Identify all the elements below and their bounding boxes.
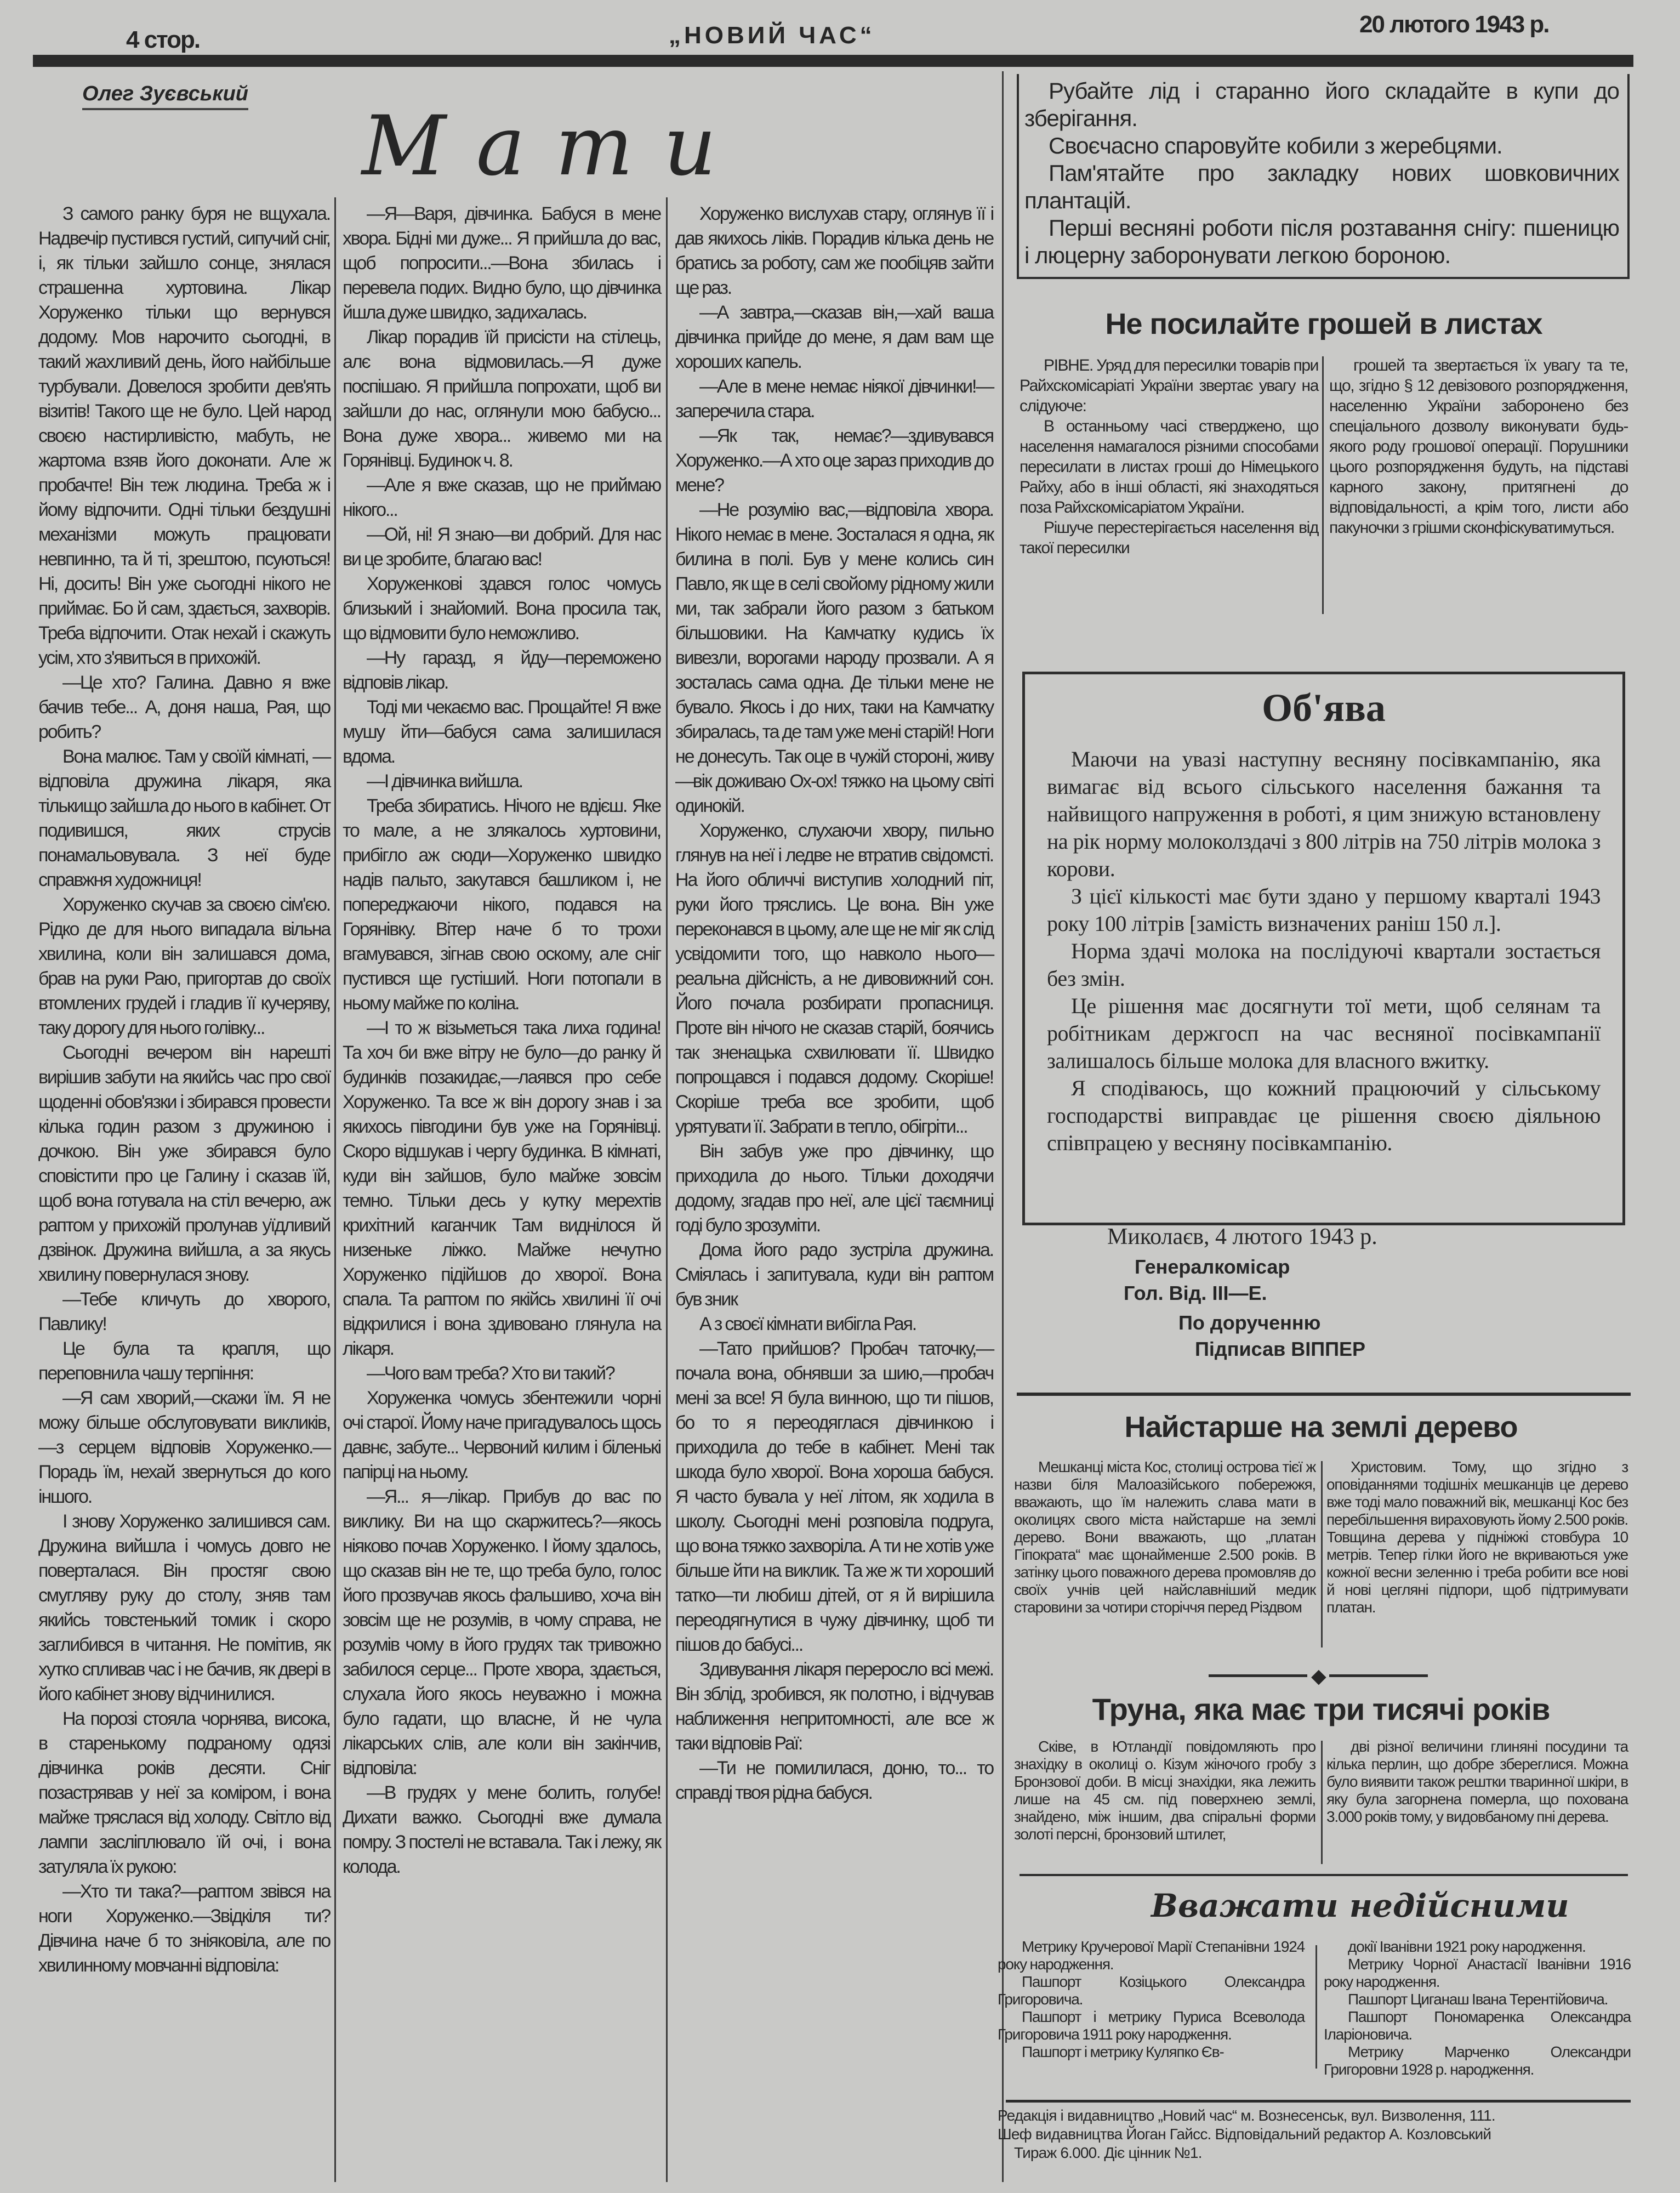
paragraph: Сківе, в Ютландії повідомляють про знахідку в околиці о. Кізум жіночого гробу з Бронзової доби. В місці знахідки, яка лежить лише на 45 см. під поверхнею землі, знайдено, між іншим, два спіральні форми золоті персні, бронзовий штилет,	[1014, 1738, 1315, 1843]
paragraph: —І то ж візьметься така лиха година! Та хоч би вже вітру не було—до ранку й будинків позакидає,—лаявся про себе Хоруженко. Та все ж він дорогу знав і за якихось півгодини був уже на Горянівці. Скоро відшукав і чергу будинка. В кімнаті, куди він зайшов, було майже зовсім темно. Тільки десь у кутку мерехтів крихітний каганчик Там виднілося й низеньке ліжко. Майже нечутно Хоруженко підійшов до хворої. Вона спала. Та раптом по якійсь хвилині її очі відкрилися і вона здивовано глянула на лікаря.	[343, 1018, 660, 1359]
coffin-column-1	[1014, 1738, 1315, 1843]
paragraph: —В грудях у мене болить, голубе! Дихати важко. Сьогодні вже думала помру. З постелі не вставала. Так і лежу, як колода.	[343, 1782, 660, 1877]
story-title: Мати	[362, 99, 747, 194]
notice-signature-dept: Гол. Від. III—Е.	[1124, 1282, 1267, 1304]
paragraph: А з своєї кімнати вибігла Рая.	[699, 1314, 916, 1334]
paragraph: Норма здачі молока на послідуючі квартали зостається без змін.	[1047, 939, 1601, 991]
paragraph: Дома його радо зустріла дружина. Сміялась і запитувала, куди він раптом був зник	[675, 1240, 993, 1310]
notice-body	[1047, 746, 1601, 1157]
paragraph: Маючи на увазі наступну весняну посівкампанію, яка вимагає від всього сільського населення бажання та найвищого напруження в роботі, я цим знижую встановлену на рік норму молоколздачі з 800 літрів на 750 літрів молока з корови.	[1047, 747, 1601, 881]
coffin-column-2	[1326, 1738, 1628, 1826]
paragraph: Перші весняні роботи після розтавання снігу: пшеницю і люцерну заборонувати легкою бороною.	[1024, 215, 1619, 268]
story-author: Олег Зуєвський	[82, 82, 248, 110]
column-divider	[1321, 1741, 1323, 1864]
paragraph: РІВНЕ. Уряд для пересилки товарів при Райхскомісаріаті України звертає увагу на слідуюче:	[1020, 356, 1318, 415]
paragraph: —Хто ти така?—раптом звівся на ноги Хоруженко.—Звідкіля ти? Дівчина наче б то зніяковіла, але по хвилинному мовчанні відповіла:	[38, 1881, 330, 1976]
paragraph: —Ой, ні! Я знаю—ви добрий. Для нас ви це зробите, благаю вас!	[343, 524, 660, 570]
notice-signature-behalf: По дорученню	[1178, 1311, 1321, 1334]
paragraph: Метрику Марченко Олександри Григоровни 1928 р. народження.	[1324, 2043, 1631, 2078]
notice-signature-title: Генералкомісар	[1135, 1255, 1290, 1278]
column-divider	[1002, 71, 1004, 2182]
slogans-list	[1024, 77, 1619, 269]
paragraph: Хоруженко вислухав стару, оглянув її і дав якихось ліків. Порадив кілька день не братись за роботу, сам же пообіцяв зайти ще раз.	[675, 203, 993, 298]
paragraph: —А завтра,—сказав він,—хай ваша дівчинка прийде до мене, я дам вам ще хороших капель.	[675, 302, 993, 372]
paragraph: Я сподіваюсь, що кожний працюючий у сільському господарстві виправдає це рішення своєю діяльною співпрацею у весняну посівкампанію.	[1047, 1076, 1601, 1155]
column-divider	[1322, 356, 1324, 614]
paragraph: —Я сам хворий,—скажи їм. Я не можу більше обслуговувати викликів,—з серцем відповів Хоруженко.—Порадь їм, нехай звернуться до кого іншого.	[38, 1388, 330, 1507]
paragraph: Пашпорт і метрику Куляпко Єв-	[1022, 2043, 1224, 2060]
masthead-rule	[33, 55, 1633, 67]
paragraph: —Тато прийшов? Пробач таточку,—почала вона, обнявши за шию,—пробач мені за все! Я була винною, що ти пішов, бо то я переодяглася дівчинкою і приходила до тебе в кабінет. Мені так шкода було хворої. Вона хороша бабуся. Я часто бувала у неї літом, як ходила в школу. Сьогодні мені розповіла подруга, що вона тяжко захворіла. А ти не хотів уже більше йти на виклик. Та же ж ти хороший татко—ти любиш дітей, от я й вирішила переодягнутися в чужу дівчинку, щоб ти пішов до бабусі...	[675, 1338, 993, 1655]
column-divider	[1321, 1461, 1323, 1647]
paragraph: Мешканці міста Кос, столиці острова тієї ж назви біля Малоазійського побережжя, вважають, що їм належить слава мати в околицях свого міста найстарше на землі дерево. Вони вважають, що „платан Гіпократа“ має щонайменше 2.500 років. В затінку цього поважного дерева промовляв до своїх учнів цей найславніший медик старовини за чотири сторіччя перед Різдвом	[1014, 1458, 1315, 1616]
section-rule	[1017, 1393, 1631, 1396]
imprint-line-3: Тираж 6.000. Діє цінник №1.	[1014, 2144, 1202, 2161]
notice-box	[1022, 672, 1625, 1225]
paragraph: Христовим. Тому, що згідно з оповіданнями тодішніх мешканців це дерево вже тоді мало поважний вік, мешканці Кос без перебільшення вираховують йому 2.500 років. Товщина дерева у підніжжі стовбура 10 метрів. Тепер гілки його не вкриваються уже кожної весни зеленню і треба робити все нові й нові цегляні підпори, щоб підтримувати платан.	[1326, 1458, 1628, 1616]
notice-title: Об'ява	[1262, 686, 1386, 730]
paragraph: В останньому часі стверджено, що населення намагалося різними способами пересилати в листах гроші до Німецького Райху, або в інші області, які знаходяться поза Райхскомісаріатом України.	[1020, 417, 1318, 516]
money-heading: Не посилайте грошей в листах	[1105, 308, 1542, 340]
invalid-column-2	[1324, 1938, 1631, 2078]
tree-column-1	[1014, 1458, 1315, 1616]
paragraph: Рубайте лід і старанно його складайте в купи до зберігання.	[1024, 78, 1619, 131]
imprint-rule	[1006, 2100, 1631, 2103]
paragraph: дві різної величини глиняні посудини та кілька перлин, що добре збереглися. Можна було виявити також рештки тваринної шкіри, в яку була загорнена померла, що похована 3.000 років тому, у видовбаному пні дерева.	[1326, 1738, 1628, 1825]
diamond-ornament-icon: ◆	[1311, 1664, 1326, 1687]
invalid-column-1	[998, 1938, 1305, 2061]
notice-signature-name: Підписав ВІППЕР	[1195, 1338, 1365, 1360]
paragraph: Пашпорт Козіцького Олександра Григоровича.	[998, 1973, 1305, 2008]
paragraph: З самого ранку буря не вщухала. Надвечір пустився густий, сипучий сніг, і, як тільки зайшло сонце, знялася страшенна хуртовина. Лікар Хоруженко тільки що вернувся додому. Мов нарочито сьогодні, в такий жахливий день, його найбільше турбували. Довелося зробити дев'ять візитів! Такого ще не було. Цей народ своєю настирливістю, мабуть, не жартома взяв його доконати. Але ж пробачте! Він теж людина. Треба ж і йому відпочити. Одні тільки бездушні механізми можуть працювати невпинно, та й ті, зрештою, псуються! Ні, досить! Він уже сьогодні нікого не приймає. Бо й сам, здається, захворів. Треба відпочити. Отак нехай і скажуть усім, хто з'явиться в прихожій.	[38, 203, 330, 668]
paragraph: —Тебе кличуть до хворого, Павлику!	[38, 1289, 330, 1334]
money-column-1	[1020, 355, 1318, 558]
paragraph: —Я... я—лікар. Прибув до вас по виклику. Ви на що скаржитесь?—якось ніяково почав Хоруженко. І йому здалось, що сказав він не те, що треба було, голос його прозвучав якось фальшиво, хоча він зовсім ще не розумів, в чому справа, не розумів чому в його грудях так тривожно забилося серце... Проте хвора, здається, слухала його якось неуважно і можна було гадати, що власне, й не чула лікарських слів, але коли він закінчив, відповіла:	[343, 1486, 660, 1779]
column-divider	[1315, 1945, 1317, 2069]
paragraph: Вона малює. Там у своїй кімнаті, —відповіла дружина лікаря, яка тількищо зайшла до нього в кабінет. От подивишся, яких струсів понамальовувала. З неї буде справжня художниця!	[38, 746, 330, 890]
paragraph: —Ну гаразд, я йду—переможено відповів лікар.	[343, 647, 660, 693]
issue-date: 20 лютого 1943 р.	[1359, 11, 1549, 38]
paragraph: грошей та звертається їх увагу та те, що, згідно § 12 девізового розпорядження, населенню України заборонено без спеціального дозволу виконувати будь-якого роду грошової операції. Порушники цього розпорядження будуть, на підставі карного закону, притягнені до відповідальності, а крім того, листи або пакуночки з грішми сконфіскуватимуться.	[1329, 356, 1628, 537]
tree-heading: Найстарше на землі дерево	[1124, 1411, 1518, 1444]
column-divider	[666, 197, 668, 2182]
paragraph: І знову Хоруженко залишився сам. Дружина вийшла і чомусь довго не поверталася. Він простяг свою смугляву руку до столу, зняв там якийсь товстенький томик і скоро заглибився в читання. Не помітив, як хутко спливав час і не бачив, як двері в його кабінет знову відчинилися.	[38, 1511, 330, 1705]
paragraph: —Як так, немає?—здивувався Хоруженко.—А хто оце зараз приходив до мене?	[675, 425, 993, 496]
invalid-heading: Вважати недійсними	[1151, 1887, 1569, 1924]
paragraph: Тоді ми чекаємо вас. Прощайте! Я вже мушу йти—бабуся сама залишилася вдома.	[343, 697, 660, 767]
imprint-line-1: Редакція і видавництво „Новий час“ м. Вознесенськ, вул. Визволення, 111.	[998, 2107, 1495, 2124]
paragraph: —Чого вам треба? Хто ви такий?	[367, 1363, 614, 1384]
paragraph: Треба збиратись. Нічого не вдієш. Яке то мале, а не злякалось хуртовини, прибігло аж сюди—Хоруженко швидко надів пальто, закутався башликом і, не попереджаючи нікого, подався на Горянівку. Вітер наче б то трохи вгамувався, зігнав свою оскому, але сніг пустився ще густіший. Ноги потопали в ньому майже по коліна.	[343, 796, 660, 1014]
ornament-rule	[1329, 1674, 1428, 1677]
paragraph: Рішуче перестерігається населення від такої пересилки	[1020, 519, 1318, 557]
story-column-2	[343, 202, 660, 1879]
imprint-line-2: Шеф видавництва Йоган Гайсс. Відповідальний редактор А. Козловський	[998, 2126, 1491, 2143]
coffin-heading: Труна, яка має три тисячі років	[1092, 1692, 1550, 1726]
paragraph: докії Іванівни 1921 року народження.	[1348, 1938, 1586, 1955]
page-number: 4 стор.	[126, 26, 200, 53]
paragraph: Здивування лікаря переросло всі межі. Він зблід, зробився, як полотно, і відчував наближення непритомності, але все ж таки відповів Раї:	[675, 1659, 993, 1754]
notice-place-date: Миколаєв, 4 лютого 1943 р.	[1107, 1224, 1377, 1249]
paragraph: —Але я вже сказав, що не приймаю нікого...	[343, 475, 660, 520]
paragraph: Сьогодні вечером він нарешті вирішив забути на якийсь час про свої щоденні обов'язки і збирався провести кілька годин разом з дружиною і дочкою. Він уже збирався було сповістити про це Галину і сказав їй, щоб вона готувала на стіл вечерю, аж раптом у прихожій пролунав уїдливий дзвінок. Дружина вийшла, а за якусь хвилину повернулася знову.	[38, 1042, 330, 1285]
paragraph: Хоруженко, слухаючи хвору, пильно глянув на неї і ледве не втратив свідомсті. На його обличчі виступив холодний піт, руки його тряслись. Це вона. Він уже переконався в цьому, але ще не міг як слід усвідомити того, що навколо нього—реальна дійсність, а не дивовижний сон. Його почала розбирати пропасниця. Проте він нічого не сказав старій, боячись так зненацька схвилювати її. Швидко попрощався і подався додому. Скоріше! Скоріше треба все зробити, щоб урятувати її. Забрати в тепло, обігріти...	[675, 820, 993, 1137]
paragraph: Своєчасно спаровуйте кобили з жеребцями.	[1049, 133, 1502, 158]
story-column-1	[38, 202, 330, 1978]
column-divider	[334, 197, 336, 2182]
imprint	[998, 2106, 1639, 2162]
story-column-3	[675, 202, 993, 1805]
paragraph: Хоруженко скучав за своєю сім'єю. Рідко де для нього випадала вільна хвилина, коли він залишався дома, брав на руки Раю, пригортав до своїх втомлених грудей і гладив її кучеряву, таку дорогу для нього голівку...	[38, 894, 330, 1038]
paragraph: —Але в мене немає ніякої дівчинки!—заперечила стара.	[675, 376, 993, 422]
slogans-box	[1017, 74, 1630, 279]
tree-column-2	[1326, 1458, 1628, 1616]
paragraph: Хоруженка чомусь збентежили чорні очі старої. Йому наче пригадувалось щось давнє, забуте... Червоний килим і біленькі папірці на ньому.	[343, 1388, 660, 1482]
section-rule	[1020, 1874, 1628, 1876]
paragraph: Це була та крапля, що переповнила чашу терпіння:	[38, 1338, 330, 1384]
paragraph: Лікар порадив їй присісти на стілець, алє вона відмовилась.—Я дуже поспішаю. Я прийшла попрохати, щоб ви зайшли до нас, оглянули мою бабусю... Вона дуже хвора... живемо ми на Горянівці. Будинок ч. 8.	[343, 327, 660, 471]
paragraph: Хоруженкові здався голос чомусь близький і знайомий. Вона просила так, що відмовити було неможливо.	[343, 573, 660, 644]
newspaper-name: „НОВИЙ ЧАС“	[669, 22, 875, 49]
paragraph: Метрику Кручерової Марії Степанівни 1924 року народження.	[998, 1938, 1305, 1973]
paragraph: Метрику Чорної Анастасії Іванівни 1916 року народження.	[1324, 1956, 1631, 1990]
paragraph: —Ти не помилилася, доню, то... то справді твоя рідна бабуся.	[675, 1758, 993, 1803]
paragraph: Пашпорт Циганаш Івана Терентійовича.	[1348, 1991, 1608, 2008]
paragraph: Це рішення має досягнути тої мети, щоб селянам та робітникам держгосп на час весняної посівкампанії залишалось більше молока для власного вжитку.	[1047, 993, 1601, 1073]
paragraph: На порозі стояла чорнява, висока, в старенькому подраному одязі дівчинка років десяти. Сніг позастрявав у неї за коміром, і вона майже тряслася від холоду. Світло від лампи засліплювало їй очі, і вона затуляла їх рукою:	[38, 1708, 330, 1877]
paragraph: Пашпорт Пономаренка Олександра Іларіоновича.	[1324, 2008, 1631, 2043]
paragraph: Пам'ятайте про закладку нових шовковичних плантацій.	[1024, 160, 1619, 213]
paragraph: —Я—Варя, дівчинка. Бабуся в мене хвора. Бідні ми дуже... Я прийшла до вас, щоб попросити...—Вона збилась і перевела подих. Видно було, що дівчинка йшла дуже швидко, задихалась.	[343, 203, 660, 323]
paragraph: З цієї кількості має бути здано у першому кварталі 1943 року 100 літрів [замість визначених раніш 150 л.].	[1047, 884, 1601, 936]
paragraph: —Це хто? Галина. Давно я вже бачив тебе... А, доня наша, Рая, що робить?	[38, 672, 330, 742]
paragraph: Він забув уже про дівчинку, що приходила до нього. Тільки доходячи додому, згадав про неї, але цієї таємниці годі було зрозуміти.	[675, 1141, 993, 1236]
paragraph: —І дівчинка вийшла.	[367, 771, 522, 792]
ornament-rule	[1209, 1674, 1307, 1677]
paragraph: Пашпорт і метрику Пуриса Всеволода Григоровича 1911 року народження.	[998, 2008, 1305, 2043]
paragraph: —Не розумію вас,—відповіла хвора. Нікого немає в мене. Зосталася я одна, як билина в полі. Був у мене колись син Павло, як ще в селі свойому рідному жили ми, так забрали його разом з батьком більшовики. На Камчатку кудись їх вивезли, ворогами народу прозвали. А я зосталась сама одна. Де тільки мене не бувало. Якось і до них, таки на Камчатку збиралась, та де там уже мені старій! Ноги не донесуть. Так оце в чужій стороні, живу—вік доживаю Ох-ох! тяжко на цьому світі одинокій.	[675, 499, 993, 816]
money-column-2	[1329, 355, 1628, 538]
